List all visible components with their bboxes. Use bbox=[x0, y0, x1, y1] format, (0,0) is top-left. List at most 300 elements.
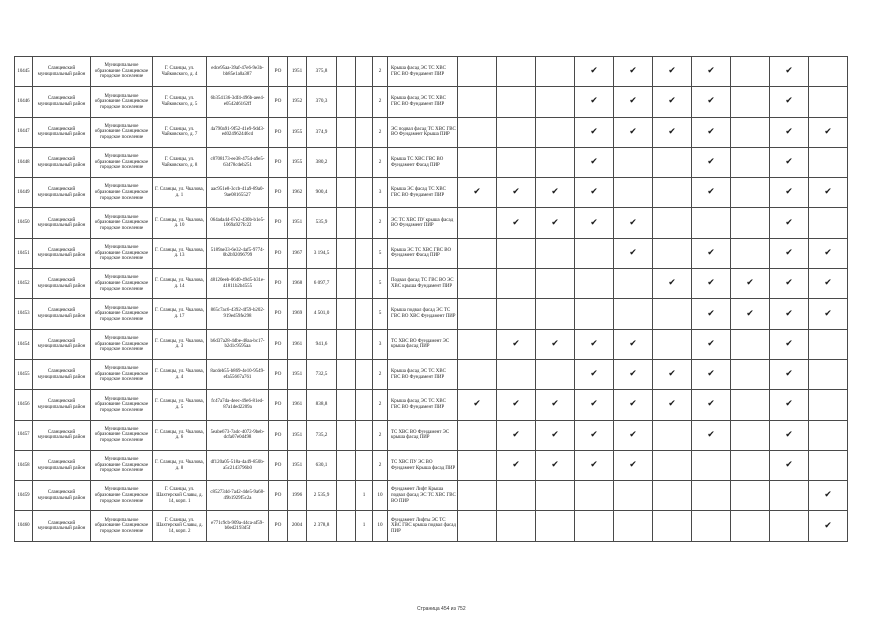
build-year: 1951 bbox=[288, 208, 307, 238]
address: Г. Сланцы, ул. Чайковского, д. 5 bbox=[153, 87, 207, 117]
work-check-cell bbox=[653, 269, 692, 299]
work-check-cell bbox=[614, 178, 653, 208]
settlement-name: Муниципальное образование Сланцевское городское поселение bbox=[91, 269, 153, 299]
check-icon: ✔ bbox=[824, 126, 832, 137]
work-check-cell bbox=[497, 208, 536, 238]
check-icon: ✔ bbox=[707, 247, 715, 258]
count-b: 1 bbox=[356, 481, 373, 511]
work-check-cell bbox=[770, 208, 809, 238]
row-id: 10453 bbox=[15, 299, 33, 329]
work-check-cell bbox=[653, 390, 692, 420]
check-icon: ✔ bbox=[668, 96, 676, 107]
work-check-cell bbox=[458, 117, 497, 147]
settlement-name: Муниципальное образование Сланцевское городское поселение bbox=[91, 147, 153, 177]
work-check-cell bbox=[653, 450, 692, 480]
works-list: ТС ХВС ВО Фундамент ЭС крыша фасад ПИР bbox=[388, 420, 458, 450]
work-check-cell bbox=[731, 238, 770, 268]
work-check-cell bbox=[809, 208, 848, 238]
check-icon: ✔ bbox=[785, 247, 793, 258]
count-a bbox=[337, 117, 356, 147]
build-year: 1961 bbox=[288, 329, 307, 359]
check-icon: ✔ bbox=[629, 66, 637, 77]
work-check-cell bbox=[692, 238, 731, 268]
work-check-cell bbox=[614, 390, 653, 420]
works-list: Подвал фасад ТС ГВС ВО ЭС ХВС крыша Фундамент ПИР bbox=[388, 269, 458, 299]
work-check-cell bbox=[614, 208, 653, 238]
work-check-cell bbox=[692, 329, 731, 359]
work-check-cell bbox=[497, 57, 536, 87]
works-list: Крыша подвал фасад ЭС ТС ГВС ВО ХВС Фундамент ПИР bbox=[388, 299, 458, 329]
works-list: Крыша фасад ЭС ТС ХВС ГВС ВО Фундамент ПИР bbox=[388, 359, 458, 389]
building-code: 5189ae33-6e32-4af5-9774-0b2b92096799 bbox=[207, 238, 269, 268]
work-check-cell bbox=[692, 57, 731, 87]
check-icon: ✔ bbox=[785, 278, 793, 289]
building-code: df120a05-518a-4a49-850b-a5c2143796b0 bbox=[207, 450, 269, 480]
work-check-cell bbox=[614, 450, 653, 480]
build-year: 1996 bbox=[288, 481, 307, 511]
row-id: 10449 bbox=[15, 178, 33, 208]
check-icon: ✔ bbox=[551, 399, 559, 410]
check-icon: ✔ bbox=[824, 278, 832, 289]
work-check-cell bbox=[458, 238, 497, 268]
work-check-cell bbox=[731, 269, 770, 299]
check-icon: ✔ bbox=[785, 126, 793, 137]
work-check-cell bbox=[731, 390, 770, 420]
count-a bbox=[337, 87, 356, 117]
work-check-cell bbox=[458, 57, 497, 87]
floors-count: 2 bbox=[373, 390, 388, 420]
total-area: 732,5 bbox=[307, 359, 337, 389]
ownership-type: РО bbox=[269, 57, 288, 87]
district-name: Сланцевский муниципальный район bbox=[33, 420, 91, 450]
check-icon: ✔ bbox=[590, 217, 598, 228]
row-id: 10451 bbox=[15, 238, 33, 268]
build-year: 1955 bbox=[288, 117, 307, 147]
work-check-cell bbox=[770, 450, 809, 480]
check-icon: ✔ bbox=[746, 308, 754, 319]
check-icon: ✔ bbox=[785, 157, 793, 168]
total-area: 4 501,0 bbox=[307, 299, 337, 329]
count-a bbox=[337, 208, 356, 238]
district-name: Сланцевский муниципальный район bbox=[33, 359, 91, 389]
floors-count: 2 bbox=[373, 87, 388, 117]
work-check-cell bbox=[536, 511, 575, 541]
check-icon: ✔ bbox=[590, 96, 598, 107]
table-row bbox=[15, 87, 848, 117]
document-sheet bbox=[14, 56, 848, 542]
work-check-cell bbox=[536, 117, 575, 147]
address: Г. Сланцы, ул. Чкалова, д. 8 bbox=[153, 450, 207, 480]
work-check-cell bbox=[692, 178, 731, 208]
building-code: 6b354136-3df4-496b-aee4-e0542d6162ff bbox=[207, 87, 269, 117]
count-b bbox=[356, 147, 373, 177]
check-icon: ✔ bbox=[824, 308, 832, 319]
address: Г. Сланцы, ул. Чкалова, д. 3 bbox=[153, 329, 207, 359]
check-icon: ✔ bbox=[824, 490, 832, 501]
row-id: 10456 bbox=[15, 390, 33, 420]
row-id: 10457 bbox=[15, 420, 33, 450]
count-a bbox=[337, 450, 356, 480]
settlement-name: Муниципальное образование Сланцевское городское поселение bbox=[91, 420, 153, 450]
check-icon: ✔ bbox=[707, 308, 715, 319]
work-check-cell bbox=[731, 117, 770, 147]
total-area: 535,9 bbox=[307, 208, 337, 238]
settlement-name: Муниципальное образование Сланцевское городское поселение bbox=[91, 450, 153, 480]
check-icon: ✔ bbox=[746, 278, 754, 289]
work-check-cell bbox=[770, 178, 809, 208]
work-check-cell bbox=[497, 481, 536, 511]
floors-count: 10 bbox=[373, 481, 388, 511]
table-row bbox=[15, 511, 848, 541]
check-icon: ✔ bbox=[668, 126, 676, 137]
work-check-cell bbox=[653, 57, 692, 87]
work-check-cell bbox=[575, 147, 614, 177]
check-icon: ✔ bbox=[473, 399, 481, 410]
row-id: 10447 bbox=[15, 117, 33, 147]
work-check-cell bbox=[692, 359, 731, 389]
works-list: Фундамент Лифты ЭС ТС ХВС ГВС крыша подвал фасад ПИР bbox=[388, 511, 458, 541]
table-row bbox=[15, 359, 848, 389]
count-b bbox=[356, 208, 373, 238]
check-icon: ✔ bbox=[707, 96, 715, 107]
work-check-cell bbox=[575, 329, 614, 359]
check-icon: ✔ bbox=[824, 187, 832, 198]
check-icon: ✔ bbox=[707, 126, 715, 137]
table-row bbox=[15, 147, 848, 177]
count-b bbox=[356, 87, 373, 117]
ownership-type: РО bbox=[269, 178, 288, 208]
build-year: 1951 bbox=[288, 420, 307, 450]
work-check-cell bbox=[614, 511, 653, 541]
work-check-cell bbox=[458, 269, 497, 299]
check-icon: ✔ bbox=[512, 399, 520, 410]
work-check-cell bbox=[653, 117, 692, 147]
district-name: Сланцевский муниципальный район bbox=[33, 147, 91, 177]
check-icon: ✔ bbox=[629, 429, 637, 440]
work-check-cell bbox=[770, 299, 809, 329]
work-check-cell bbox=[731, 87, 770, 117]
work-check-cell bbox=[575, 450, 614, 480]
work-check-cell bbox=[575, 208, 614, 238]
table-row bbox=[15, 117, 848, 147]
check-icon: ✔ bbox=[707, 157, 715, 168]
works-list: Крыша фасад ЭС ТС ХВС ГВС ВО Фундамент ПИР bbox=[388, 390, 458, 420]
work-check-cell bbox=[614, 329, 653, 359]
works-list: ЭС подвал фасад ТС ХВС ГВС ВО Фундамент Крыша ПИР bbox=[388, 117, 458, 147]
count-b bbox=[356, 269, 373, 299]
settlement-name: Муниципальное образование Сланцевское городское поселение bbox=[91, 329, 153, 359]
address: Г. Сланцы, ул. Чайковского, д. 7 bbox=[153, 117, 207, 147]
row-id: 10452 bbox=[15, 269, 33, 299]
check-icon: ✔ bbox=[551, 338, 559, 349]
table-row bbox=[15, 420, 848, 450]
check-icon: ✔ bbox=[590, 126, 598, 137]
work-check-cell bbox=[731, 57, 770, 87]
work-check-cell bbox=[692, 147, 731, 177]
ownership-type: РО bbox=[269, 420, 288, 450]
work-check-cell bbox=[809, 147, 848, 177]
settlement-name: Муниципальное образование Сланцевское городское поселение bbox=[91, 87, 153, 117]
work-check-cell bbox=[536, 208, 575, 238]
work-check-cell bbox=[458, 359, 497, 389]
total-area: 370,3 bbox=[307, 87, 337, 117]
build-year: 1952 bbox=[288, 87, 307, 117]
work-check-cell bbox=[458, 450, 497, 480]
district-name: Сланцевский муниципальный район bbox=[33, 511, 91, 541]
work-check-cell bbox=[809, 269, 848, 299]
work-check-cell bbox=[575, 481, 614, 511]
check-icon: ✔ bbox=[629, 338, 637, 349]
floors-count: 5 bbox=[373, 299, 388, 329]
table-row bbox=[15, 390, 848, 420]
count-a bbox=[337, 329, 356, 359]
floors-count: 3 bbox=[373, 178, 388, 208]
work-check-cell bbox=[575, 178, 614, 208]
floors-count: 2 bbox=[373, 208, 388, 238]
work-check-cell bbox=[809, 57, 848, 87]
build-year: 1968 bbox=[288, 269, 307, 299]
total-area: 941,6 bbox=[307, 329, 337, 359]
address: Г. Сланцы, ул. Чкалова, д. 5 bbox=[153, 390, 207, 420]
address: Г. Сланцы, ул. Чайковского, д. 8 bbox=[153, 147, 207, 177]
work-check-cell bbox=[536, 420, 575, 450]
work-check-cell bbox=[809, 87, 848, 117]
work-check-cell bbox=[653, 208, 692, 238]
works-list: Фундамент Лифт Крыша подвал фасад ЭС ТС ХВС ГВС ВО ПИР bbox=[388, 481, 458, 511]
work-check-cell bbox=[809, 420, 848, 450]
building-code: c8708173-ee38-4754-a9e5-63478cdeb251 bbox=[207, 147, 269, 177]
check-icon: ✔ bbox=[785, 369, 793, 380]
address: Г. Сланцы, ул. Шахтерской Славы, д. 14, корп. 1 bbox=[153, 481, 207, 511]
work-check-cell bbox=[497, 178, 536, 208]
check-icon: ✔ bbox=[590, 399, 598, 410]
count-a bbox=[337, 359, 356, 389]
count-b bbox=[356, 238, 373, 268]
row-id: 10450 bbox=[15, 208, 33, 238]
total-area: 2 378,8 bbox=[307, 511, 337, 541]
floors-count: 2 bbox=[373, 450, 388, 480]
check-icon: ✔ bbox=[551, 217, 559, 228]
work-check-cell bbox=[497, 269, 536, 299]
work-check-cell bbox=[770, 420, 809, 450]
count-a bbox=[337, 299, 356, 329]
total-area: 838,8 bbox=[307, 390, 337, 420]
check-icon: ✔ bbox=[707, 66, 715, 77]
district-name: Сланцевский муниципальный район bbox=[33, 390, 91, 420]
build-year: 1955 bbox=[288, 147, 307, 177]
building-code: 5eabe673-7adc-4072-9beb-dcfa07e0d498 bbox=[207, 420, 269, 450]
check-icon: ✔ bbox=[590, 157, 598, 168]
check-icon: ✔ bbox=[590, 429, 598, 440]
registry-table bbox=[14, 56, 848, 542]
check-icon: ✔ bbox=[785, 96, 793, 107]
work-check-cell bbox=[458, 511, 497, 541]
check-icon: ✔ bbox=[512, 460, 520, 470]
work-check-cell bbox=[497, 147, 536, 177]
work-check-cell bbox=[692, 511, 731, 541]
work-check-cell bbox=[575, 511, 614, 541]
total-area: 374,9 bbox=[307, 117, 337, 147]
check-icon: ✔ bbox=[551, 460, 559, 470]
work-check-cell bbox=[536, 57, 575, 87]
work-check-cell bbox=[575, 299, 614, 329]
works-list: Крыша фасад ЭС ТС ХВС ГВС ВО Фундамент ПИР bbox=[388, 57, 458, 87]
work-check-cell bbox=[692, 87, 731, 117]
work-check-cell bbox=[575, 269, 614, 299]
ownership-type: РО bbox=[269, 208, 288, 238]
work-check-cell bbox=[575, 87, 614, 117]
work-check-cell bbox=[458, 208, 497, 238]
work-check-cell bbox=[458, 390, 497, 420]
works-list: ЭС ТС ХВС ПУ крыша фасад ВО Фундамент ПИР bbox=[388, 208, 458, 238]
work-check-cell bbox=[536, 481, 575, 511]
district-name: Сланцевский муниципальный район bbox=[33, 117, 91, 147]
check-icon: ✔ bbox=[629, 217, 637, 228]
count-b bbox=[356, 450, 373, 480]
work-check-cell bbox=[497, 420, 536, 450]
work-check-cell bbox=[809, 359, 848, 389]
ownership-type: РО bbox=[269, 238, 288, 268]
work-check-cell bbox=[692, 481, 731, 511]
work-check-cell bbox=[809, 178, 848, 208]
building-code: 48120eeb-0640-49d5-b31e-41811b2b4555 bbox=[207, 269, 269, 299]
work-check-cell bbox=[809, 511, 848, 541]
work-check-cell bbox=[809, 329, 848, 359]
district-name: Сланцевский муниципальный район bbox=[33, 57, 91, 87]
work-check-cell bbox=[653, 299, 692, 329]
work-check-cell bbox=[770, 57, 809, 87]
work-check-cell bbox=[692, 117, 731, 147]
check-icon: ✔ bbox=[785, 338, 793, 349]
work-check-cell bbox=[692, 420, 731, 450]
work-check-cell bbox=[653, 420, 692, 450]
ownership-type: РО bbox=[269, 147, 288, 177]
works-list: Крыша ЭС ТС ХВС ГВС ВО Фундамент Фасад ПИР bbox=[388, 238, 458, 268]
check-icon: ✔ bbox=[785, 399, 793, 410]
count-a bbox=[337, 390, 356, 420]
check-icon: ✔ bbox=[707, 278, 715, 289]
table-row bbox=[15, 57, 848, 87]
work-check-cell bbox=[653, 147, 692, 177]
settlement-name: Муниципальное образование Сланцевское городское поселение bbox=[91, 178, 153, 208]
work-check-cell bbox=[458, 147, 497, 177]
floors-count: 3 bbox=[373, 329, 388, 359]
work-check-cell bbox=[614, 57, 653, 87]
count-b bbox=[356, 299, 373, 329]
work-check-cell bbox=[536, 390, 575, 420]
count-b bbox=[356, 329, 373, 359]
work-check-cell bbox=[692, 269, 731, 299]
building-code: aac951e8-3ccb-41a9-89a0-9ae08165527 bbox=[207, 178, 269, 208]
count-a bbox=[337, 178, 356, 208]
check-icon: ✔ bbox=[590, 460, 598, 470]
work-check-cell bbox=[809, 481, 848, 511]
ownership-type: РО bbox=[269, 299, 288, 329]
work-check-cell bbox=[653, 178, 692, 208]
work-check-cell bbox=[575, 390, 614, 420]
works-list: Крыша ЭС фасад ТС ХВС ГВС ВО Фундамент ПИР bbox=[388, 178, 458, 208]
floors-count: 10 bbox=[373, 511, 388, 541]
work-check-cell bbox=[770, 329, 809, 359]
total-area: 900,4 bbox=[307, 178, 337, 208]
table-row bbox=[15, 178, 848, 208]
building-code: c852734d-7a42-4de5-9a68-49b1929f5c2a bbox=[207, 481, 269, 511]
check-icon: ✔ bbox=[473, 187, 481, 198]
work-check-cell bbox=[770, 269, 809, 299]
floors-count: 2 bbox=[373, 359, 388, 389]
check-icon: ✔ bbox=[590, 338, 598, 349]
work-check-cell bbox=[770, 117, 809, 147]
work-check-cell bbox=[809, 299, 848, 329]
build-year: 1967 bbox=[288, 238, 307, 268]
total-area: 6 097,7 bbox=[307, 269, 337, 299]
build-year: 1961 bbox=[288, 390, 307, 420]
ownership-type: РО bbox=[269, 390, 288, 420]
work-check-cell bbox=[731, 359, 770, 389]
settlement-name: Муниципальное образование Сланцевское городское поселение bbox=[91, 57, 153, 87]
building-code: 064ada44-67e2-430b-b1e5-1069a927fc22 bbox=[207, 208, 269, 238]
floors-count: 5 bbox=[373, 269, 388, 299]
table-body bbox=[15, 57, 848, 542]
work-check-cell bbox=[614, 87, 653, 117]
work-check-cell bbox=[458, 178, 497, 208]
settlement-name: Муниципальное образование Сланцевское городское поселение bbox=[91, 481, 153, 511]
work-check-cell bbox=[731, 208, 770, 238]
row-id: 10454 bbox=[15, 329, 33, 359]
building-code: b6d37a28-4dbe-48aa-bc17-b2d1c9595aa bbox=[207, 329, 269, 359]
check-icon: ✔ bbox=[785, 429, 793, 440]
check-icon: ✔ bbox=[629, 399, 637, 410]
works-list: ТС ХВС ПУ ЭС ВО Фундамент Крыша фасад ПИР bbox=[388, 450, 458, 480]
settlement-name: Муниципальное образование Сланцевское городское поселение bbox=[91, 390, 153, 420]
work-check-cell bbox=[653, 238, 692, 268]
district-name: Сланцевский муниципальный район bbox=[33, 329, 91, 359]
check-icon: ✔ bbox=[512, 217, 520, 228]
address: Г. Сланцы, ул. Чкалова, д. 13 bbox=[153, 238, 207, 268]
check-icon: ✔ bbox=[629, 369, 637, 380]
work-check-cell bbox=[536, 450, 575, 480]
check-icon: ✔ bbox=[668, 278, 676, 289]
work-check-cell bbox=[731, 450, 770, 480]
building-code: 8acdeb55-b869-4e10-9549-efa55667a761 bbox=[207, 359, 269, 389]
work-check-cell bbox=[653, 481, 692, 511]
work-check-cell bbox=[653, 511, 692, 541]
address: Г. Сланцы, ул. Чкалова, д. 14 bbox=[153, 269, 207, 299]
table-row bbox=[15, 269, 848, 299]
count-a bbox=[337, 481, 356, 511]
district-name: Сланцевский муниципальный район bbox=[33, 450, 91, 480]
address: Г. Сланцы, ул. Чкалова, д. 10 bbox=[153, 208, 207, 238]
count-a bbox=[337, 57, 356, 87]
work-check-cell bbox=[497, 117, 536, 147]
work-check-cell bbox=[497, 511, 536, 541]
work-check-cell bbox=[575, 359, 614, 389]
building-code: 865c7ac6-4392-4f59-b202-919ed59fe298 bbox=[207, 299, 269, 329]
ownership-type: РО bbox=[269, 481, 288, 511]
work-check-cell bbox=[536, 269, 575, 299]
count-a bbox=[337, 511, 356, 541]
ownership-type: РО bbox=[269, 87, 288, 117]
count-b bbox=[356, 57, 373, 87]
total-area: 735,2 bbox=[307, 420, 337, 450]
work-check-cell bbox=[497, 450, 536, 480]
work-check-cell bbox=[731, 481, 770, 511]
page-footer: Страница 454 из 752 bbox=[417, 606, 466, 612]
check-icon: ✔ bbox=[824, 247, 832, 258]
work-check-cell bbox=[536, 329, 575, 359]
work-check-cell bbox=[770, 359, 809, 389]
district-name: Сланцевский муниципальный район bbox=[33, 87, 91, 117]
